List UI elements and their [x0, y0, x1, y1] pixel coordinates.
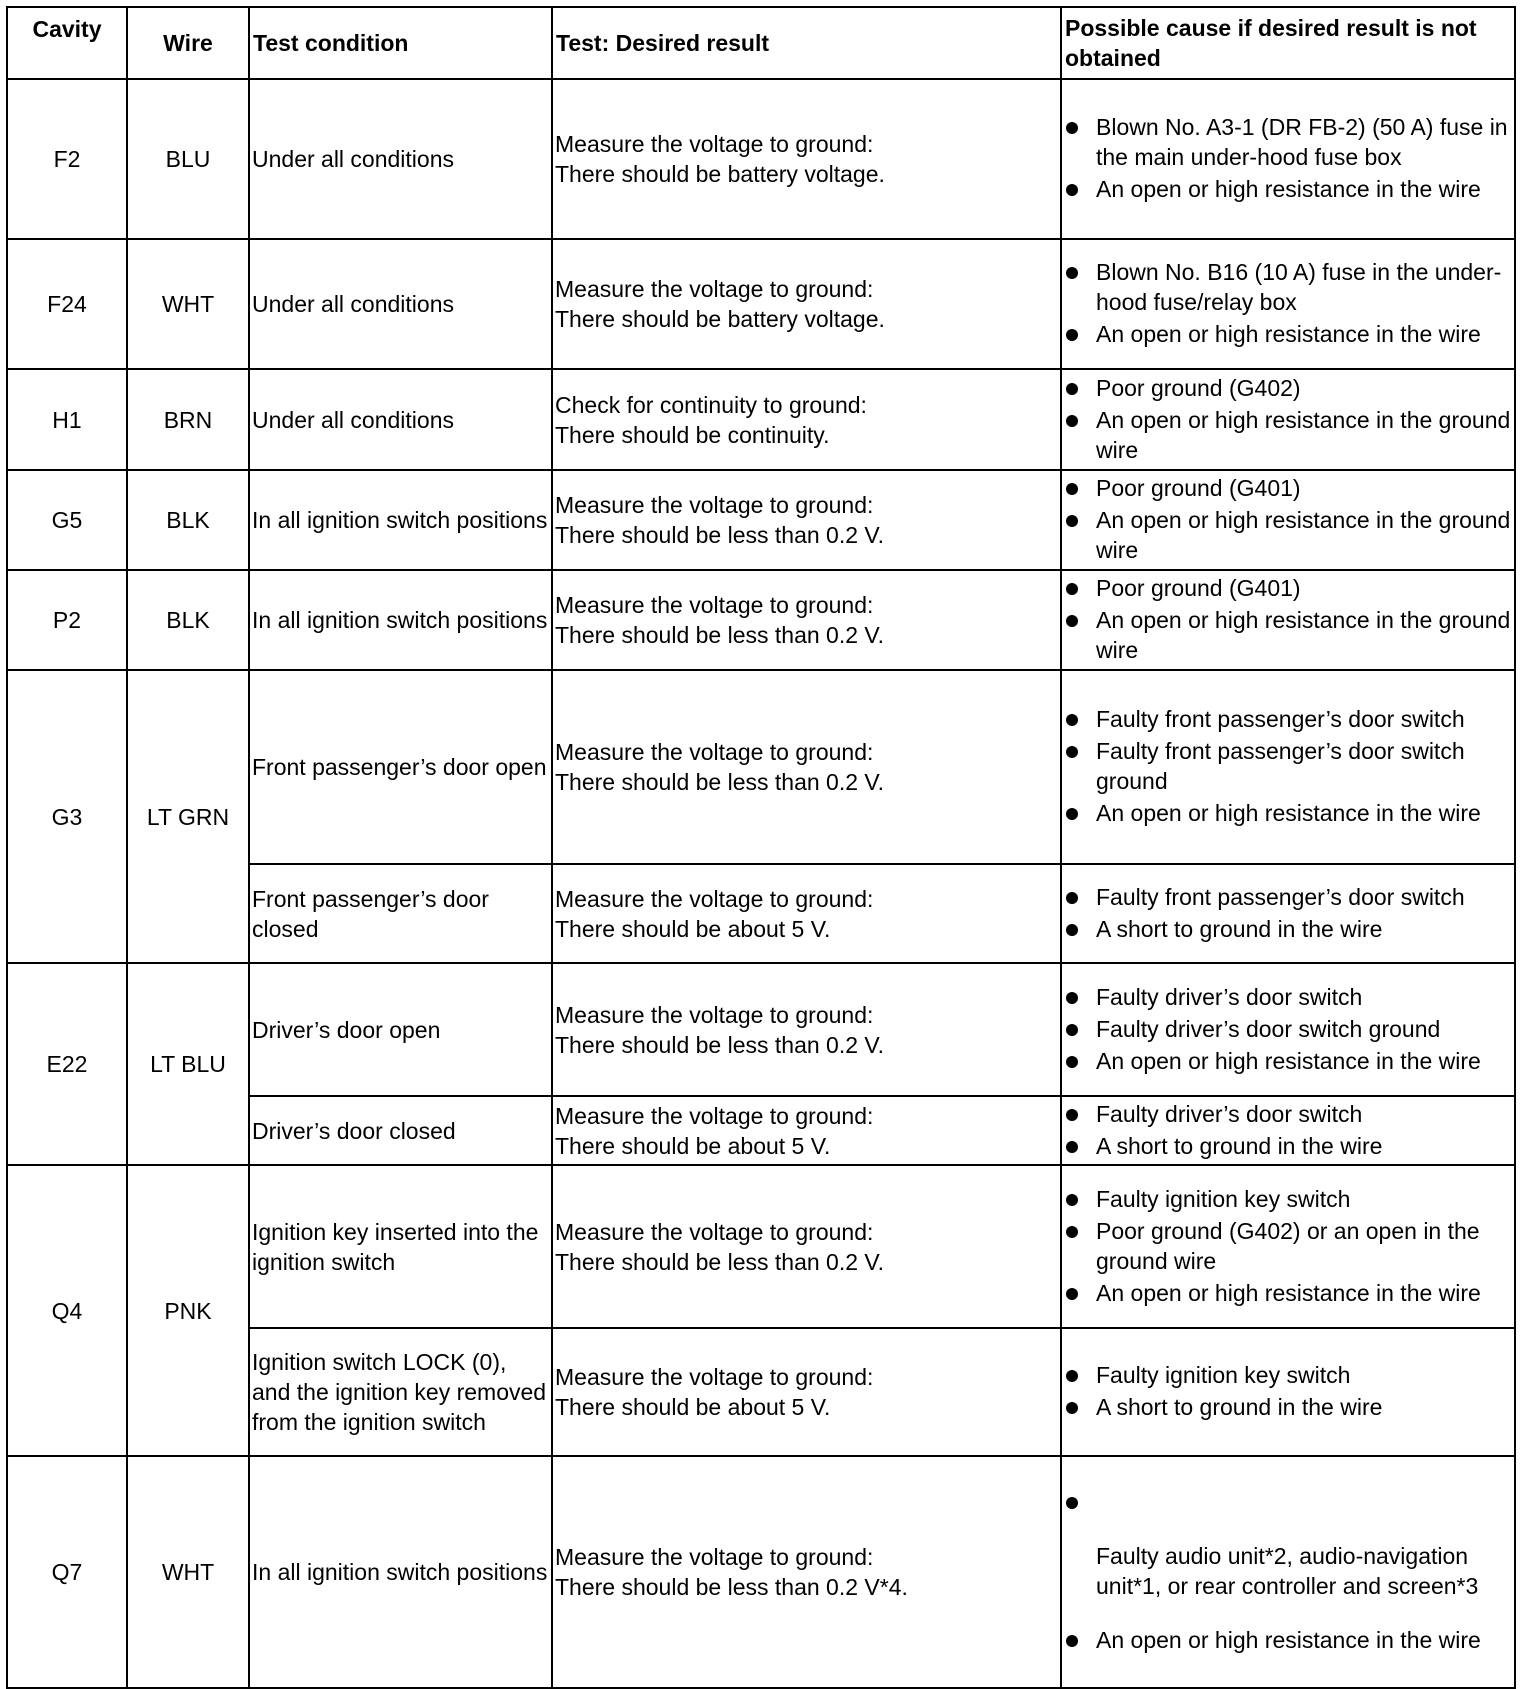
cause-item: An open or high resistance in the wire	[1064, 1046, 1512, 1076]
table-row	[7, 369, 1515, 470]
condition-cell: Front passenger’s door open	[249, 670, 552, 864]
cause-item: Faulty ignition key switch	[1064, 1360, 1512, 1390]
cause-cell	[1061, 1165, 1515, 1328]
connector-test-table	[6, 6, 1516, 1689]
result-line: Measure the voltage to ground:	[555, 739, 874, 765]
header-possible-cause: Possible cause if desired result is not obtained	[1061, 7, 1515, 79]
wire-cell: WHT	[127, 1456, 249, 1688]
cause-cell	[1061, 470, 1515, 570]
result-line: Measure the voltage to ground:	[555, 1544, 874, 1570]
result-cell	[552, 570, 1061, 670]
cause-cell	[1061, 1328, 1515, 1456]
result-line: Measure the voltage to ground:	[555, 1364, 874, 1390]
result-line: Measure the voltage to ground:	[555, 1001, 874, 1028]
cause-item: Faulty driver’s door switch	[1064, 982, 1512, 1012]
condition-cell: In all ignition switch positions	[249, 1456, 552, 1688]
result-cell	[552, 1096, 1061, 1165]
cause-item: Faulty driver’s door switch ground	[1064, 1014, 1512, 1044]
cavity-cell: F2	[7, 79, 127, 239]
result-line: There should be continuity.	[555, 421, 830, 448]
result-line: Measure the voltage to ground:	[555, 592, 874, 618]
result-cell	[552, 239, 1061, 369]
header-wire: Wire	[127, 7, 249, 79]
result-line: There should be less than 0.2 V.	[555, 769, 885, 795]
cause-item: Poor ground (G402) or an open in the ground wire	[1064, 1216, 1512, 1276]
cause-item: An open or high resistance in the ground wire	[1064, 405, 1512, 465]
result-line: Measure the voltage to ground:	[555, 276, 874, 302]
result-line: There should be about 5 V.	[555, 1394, 831, 1420]
cause-cell	[1061, 864, 1515, 963]
cavity-cell: E22	[7, 963, 127, 1165]
result-line: Measure the voltage to ground:	[555, 131, 874, 157]
cavity-cell: G3	[7, 670, 127, 963]
result-line: There should be less than 0.2 V.	[555, 522, 885, 548]
condition-cell: Under all conditions	[249, 239, 552, 369]
wire-cell: BLU	[127, 79, 249, 239]
cavity-cell: Q4	[7, 1165, 127, 1456]
result-line: There should be less than 0.2 V.	[555, 1248, 885, 1275]
result-line: There should be about 5 V.	[555, 915, 831, 942]
result-line: Measure the voltage to ground:	[555, 885, 874, 912]
cause-cell	[1061, 963, 1515, 1096]
wire-cell: LT GRN	[127, 670, 249, 963]
cause-item: An open or high resistance in the wire	[1064, 174, 1512, 204]
cause-item: An open or high resistance in the ground wire	[1064, 605, 1512, 665]
cause-item: Poor ground (G401)	[1064, 573, 1512, 603]
cause-item: A short to ground in the wire	[1064, 1131, 1512, 1161]
table-row	[7, 670, 1515, 864]
result-line: There should be less than 0.2 V*4.	[555, 1574, 908, 1600]
header-cavity: Cavity	[7, 7, 127, 79]
cause-cell	[1061, 239, 1515, 369]
cause-item: Poor ground (G402)	[1064, 373, 1512, 403]
result-line: Measure the voltage to ground:	[555, 1218, 874, 1245]
cause-item: Faulty front passenger’s door switch	[1064, 704, 1512, 734]
cause-cell	[1061, 1096, 1515, 1165]
cause-item: An open or high resistance in the wire	[1064, 1625, 1512, 1655]
cause-item: Faulty front passenger’s door switch	[1064, 882, 1512, 912]
result-cell	[552, 79, 1061, 239]
result-cell	[552, 1328, 1061, 1456]
result-line: Check for continuity to ground:	[555, 391, 867, 418]
result-cell	[552, 369, 1061, 470]
cause-item: Faulty driver’s door switch	[1064, 1099, 1512, 1129]
table-row	[7, 570, 1515, 670]
cause-item: A short to ground in the wire	[1064, 914, 1512, 944]
wire-cell: WHT	[127, 239, 249, 369]
wire-cell: BLK	[127, 470, 249, 570]
result-cell	[552, 470, 1061, 570]
cavity-cell: G5	[7, 470, 127, 570]
condition-cell: In all ignition switch positions	[249, 570, 552, 670]
header-test-condition: Test condition	[249, 7, 552, 79]
table-row	[7, 1456, 1515, 1688]
result-line: There should be about 5 V.	[555, 1132, 831, 1159]
header-row	[7, 7, 1515, 79]
condition-cell: Ignition switch LOCK (0), and the ignition key removed from the ignition switch	[249, 1328, 552, 1456]
connector-test-table-sheet	[6, 6, 1516, 1689]
result-cell	[552, 1456, 1061, 1688]
result-line: Measure the voltage to ground:	[555, 1102, 874, 1129]
condition-cell: Ignition key inserted into the ignition switch	[249, 1165, 552, 1328]
wire-cell: BRN	[127, 369, 249, 470]
result-line: There should be less than 0.2 V.	[555, 622, 885, 648]
cause-item: An open or high resistance in the ground wire	[1064, 505, 1512, 565]
header-desired-result: Test: Desired result	[552, 7, 1061, 79]
cause-item: Poor ground (G401)	[1064, 473, 1512, 503]
table-row	[7, 79, 1515, 239]
result-cell	[552, 670, 1061, 864]
table-row	[7, 239, 1515, 369]
wire-cell: LT BLU	[127, 963, 249, 1165]
wire-cell: PNK	[127, 1165, 249, 1456]
cause-item: A short to ground in the wire	[1064, 1392, 1512, 1422]
cavity-cell: P2	[7, 570, 127, 670]
result-line: Measure the voltage to ground:	[555, 492, 874, 518]
cavity-cell: F24	[7, 239, 127, 369]
cavity-cell: H1	[7, 369, 127, 470]
cause-item: An open or high resistance in the wire	[1064, 319, 1512, 349]
result-cell	[552, 864, 1061, 963]
result-line: There should be battery voltage.	[555, 306, 885, 332]
cause-cell	[1061, 570, 1515, 670]
cause-item: Faulty audio unit*2, audio-navigation unit*1, or rear controller and screen*3	[1096, 1543, 1479, 1599]
result-line: There should be less than 0.2 V.	[555, 1031, 885, 1058]
result-cell	[552, 963, 1061, 1096]
condition-cell: In all ignition switch positions	[249, 470, 552, 570]
condition-cell: Under all conditions	[249, 369, 552, 470]
cause-item: Blown No. A3-1 (DR FB-2) (50 A) fuse in the main under-hood fuse box	[1064, 112, 1512, 172]
condition-cell: Front passenger’s door closed	[249, 864, 552, 963]
table-row	[7, 963, 1515, 1096]
table-row	[7, 470, 1515, 570]
cause-item: An open or high resistance in the wire	[1064, 798, 1512, 828]
wire-cell: BLK	[127, 570, 249, 670]
condition-cell: Driver’s door open	[249, 963, 552, 1096]
cause-cell	[1061, 670, 1515, 864]
cause-item: An open or high resistance in the wire	[1064, 1278, 1512, 1308]
cause-cell	[1061, 79, 1515, 239]
cavity-cell: Q7	[7, 1456, 127, 1688]
cause-item: Faulty front passenger’s door switch ground	[1064, 736, 1512, 796]
cause-cell	[1061, 369, 1515, 470]
table-row	[7, 1165, 1515, 1328]
cause-item: Faulty ignition key switch	[1064, 1184, 1512, 1214]
result-line: There should be battery voltage.	[555, 161, 885, 187]
cause-cell	[1061, 1456, 1515, 1688]
result-cell	[552, 1165, 1061, 1328]
condition-cell: Under all conditions	[249, 79, 552, 239]
cause-item: Blown No. B16 (10 A) fuse in the under-hood fuse/relay box	[1064, 257, 1512, 317]
cause-bullet	[1064, 1487, 1512, 1517]
condition-cell: Driver’s door closed	[249, 1096, 552, 1165]
